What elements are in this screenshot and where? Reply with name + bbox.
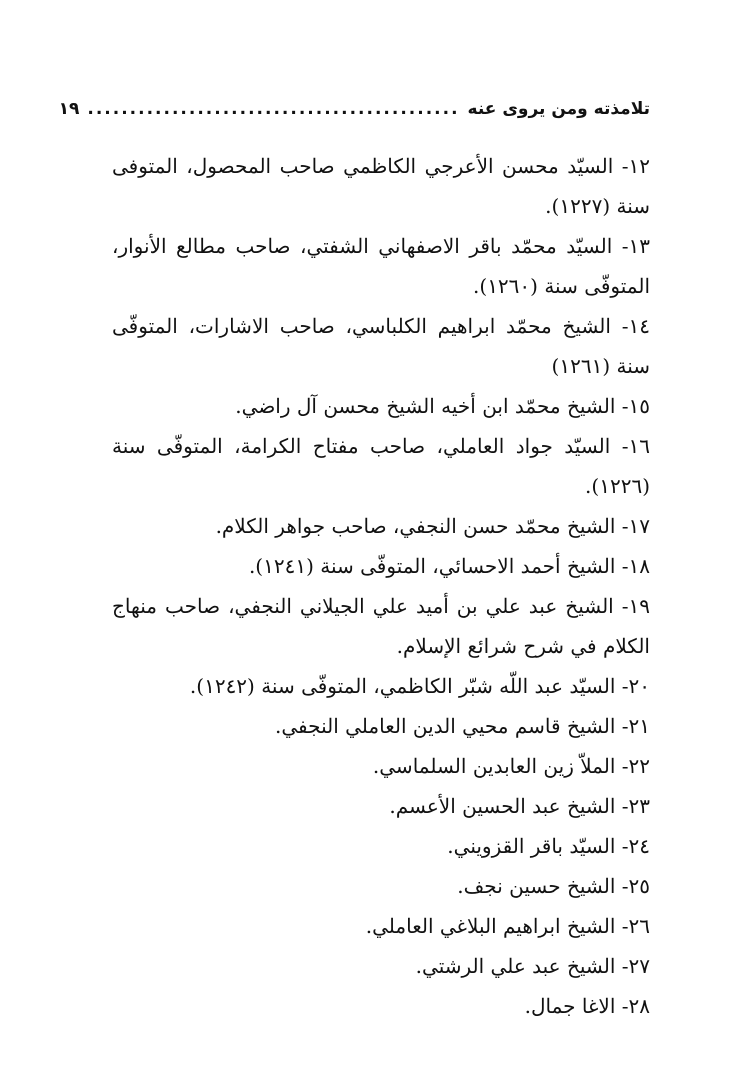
header-title: تلامذته ومن يروى عنه: [467, 99, 650, 119]
entry-text: الاغا جمال.: [524, 994, 616, 1018]
entry-number: ١٥: [628, 394, 650, 418]
entry-number: ٢٣: [628, 794, 650, 818]
header-leader-dots: ............................................: [87, 99, 460, 119]
list-item: ٢٦- الشيخ ابراهيم البلاغي العاملي.: [365, 914, 650, 938]
entry-number: ٢٤: [628, 834, 650, 858]
list-item: ١٣- السيّد محمّد باقر الاصفهاني الشفتي، صاحب مطالع الأنوار، المتوفّى سنة (١٢٦٠).: [112, 234, 650, 298]
entry-text: الشيخ عبد الحسين الأعسم.: [389, 794, 616, 818]
entry-number: ٢٢: [628, 754, 650, 778]
entry-text: السيّد محمّد باقر الاصفهاني الشفتي، صاحب مطالع الأنوار، المتوفّى سنة (١٢٦٠).: [112, 234, 650, 298]
list-item: ٢٣- الشيخ عبد الحسين الأعسم.: [389, 794, 650, 818]
list-item: ١٥- الشيخ محمّد ابن أخيه الشيخ محسن آل راضي.: [235, 394, 650, 418]
page-number: ١٩: [58, 99, 80, 119]
list-item: ٢٢- الملاّ زين العابدين السلماسي.: [372, 754, 650, 778]
entry-number: ١٣: [628, 234, 650, 258]
entry-text: السيّد باقر القزويني.: [447, 834, 616, 858]
list-item: ١٩- الشيخ عبد علي بن أميد علي الجيلاني النجفي، صاحب منهاج الكلام في شرح شرائع الإسلام.: [112, 594, 650, 658]
entry-number: ١٢: [628, 154, 651, 178]
entry-number: ٢٥: [628, 874, 650, 898]
entry-list: [112, 146, 650, 1026]
list-item: ١٨- الشيخ أحمد الاحسائي، المتوفّى سنة (١٢٤١).: [248, 554, 650, 578]
entry-number: ٢١: [628, 714, 650, 738]
entry-text: الشيخ عبد علي الرشتي.: [415, 954, 616, 978]
list-item: ١٤- الشيخ محمّد ابراهيم الكلباسي، صاحب الاشارات، المتوفّى سنة (١٢٦١): [112, 314, 650, 378]
entry-text: الشيخ أحمد الاحسائي، المتوفّى سنة (١٢٤١).: [248, 554, 616, 578]
entry-number: ١٨: [628, 554, 650, 578]
list-item: ٢٥- الشيخ حسين نجف.: [457, 874, 650, 898]
entry-text: الملاّ زين العابدين السلماسي.: [372, 754, 616, 778]
entry-text: الشيخ محمّد ابراهيم الكلباسي، صاحب الاشارات، المتوفّى سنة (١٢٦١): [112, 314, 650, 378]
entry-text: الشيخ قاسم محيي الدين العاملي النجفي.: [275, 714, 616, 738]
entry-text: الشيخ محمّد ابن أخيه الشيخ محسن آل راضي.: [235, 394, 616, 418]
entry-number: ١٩: [628, 594, 650, 618]
list-item: ١٧- الشيخ محمّد حسن النجفي، صاحب جواهر الكلام.: [215, 514, 650, 538]
entry-text: السيّد جواد العاملي، صاحب مفتاح الكرامة، المتوفّى سنة (١٢٢٦).: [112, 434, 650, 498]
entry-text: الشيخ حسين نجف.: [457, 874, 616, 898]
list-item: ٢٤- السيّد باقر القزويني.: [447, 834, 650, 858]
entry-number: ٢٠: [628, 674, 650, 698]
list-item: ١٦- السيّد جواد العاملي، صاحب مفتاح الكرامة، المتوفّى سنة (١٢٢٦).: [112, 434, 650, 498]
list-item: ٢٨- الاغا جمال.: [524, 994, 650, 1018]
entry-text: السيّد عبد اللّه شبّر الكاظمي، المتوفّى سنة (١٢٤٢).: [189, 674, 616, 698]
entry-text: الشيخ ابراهيم البلاغي العاملي.: [365, 914, 616, 938]
entry-text: الشيخ عبد علي بن أميد علي الجيلاني النجفي، صاحب منهاج الكلام في شرح شرائع الإسلام.: [112, 594, 650, 658]
list-item: ٢١- الشيخ قاسم محيي الدين العاملي النجفي.: [275, 714, 650, 738]
entry-text: الشيخ محمّد حسن النجفي، صاحب جواهر الكلام.: [215, 514, 616, 538]
entry-number: ١٤: [628, 314, 650, 338]
running-header: [58, 92, 650, 126]
entry-number: ٢٨: [628, 994, 650, 1018]
entry-number: ١٧: [628, 514, 650, 538]
entry-number: ٢٦: [628, 914, 650, 938]
entry-text: السيّد محسن الأعرجي الكاظمي صاحب المحصول، المتوفى سنة (١٢٢٧).: [112, 154, 650, 218]
entry-number: ١٦: [628, 434, 650, 458]
list-item: ٢٠- السيّد عبد اللّه شبّر الكاظمي، المتوفّى سنة (١٢٤٢).: [189, 674, 650, 698]
list-item: ١٢- السيّد محسن الأعرجي الكاظمي صاحب المحصول، المتوفى سنة (١٢٢٧).: [112, 154, 651, 218]
entry-number: ٢٧: [628, 954, 650, 978]
list-item: ٢٧- الشيخ عبد علي الرشتي.: [415, 954, 650, 978]
